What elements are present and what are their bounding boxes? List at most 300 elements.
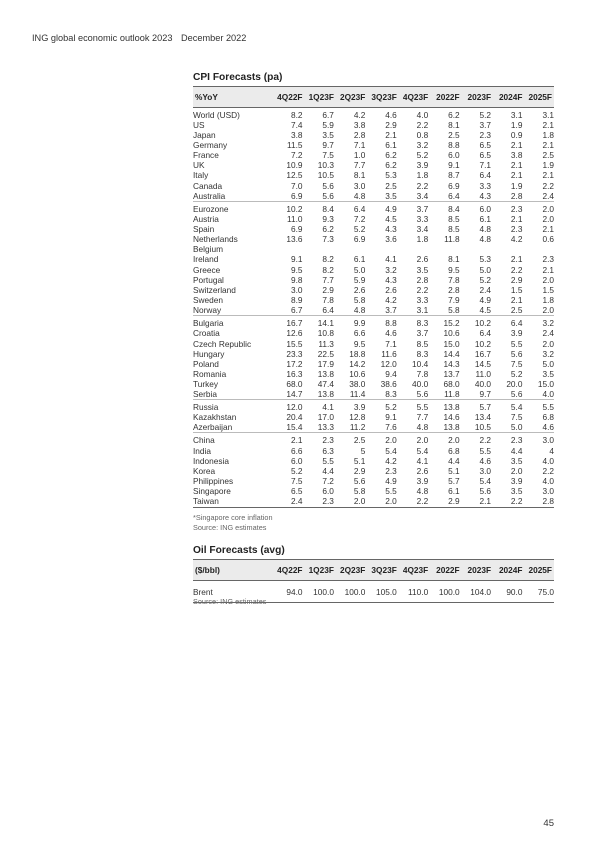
row-label: Singapore bbox=[193, 486, 231, 497]
table-cell: 2.1 bbox=[510, 170, 523, 181]
table-row bbox=[193, 496, 554, 508]
table-cell bbox=[334, 244, 365, 254]
table-cell: 7.4 bbox=[290, 119, 303, 130]
table-cell: 2.1 bbox=[510, 139, 523, 150]
table-cell: 9.5 bbox=[290, 264, 303, 275]
table-cell: 4.0 bbox=[542, 389, 554, 400]
cpi-table-title: CPI Forecasts (pa) bbox=[193, 72, 283, 83]
table-cell bbox=[365, 244, 396, 254]
table-cell bbox=[271, 244, 302, 254]
row-label: Kazakhstan bbox=[193, 412, 237, 423]
table-cell: 10.2 bbox=[460, 316, 491, 329]
table-cell: 2.4 bbox=[542, 190, 554, 201]
table-cell: 4.3 bbox=[385, 223, 397, 234]
row-label: Indonesia bbox=[193, 455, 229, 466]
table-cell: 12.0 bbox=[271, 400, 302, 413]
table-cell: 13.3 bbox=[317, 422, 334, 433]
row-label: Spain bbox=[193, 223, 215, 234]
table-cell: 2.8 bbox=[522, 496, 554, 508]
table-row bbox=[193, 422, 554, 433]
table-cell: 90.0 bbox=[491, 580, 522, 602]
table-cell: 18.8 bbox=[349, 348, 366, 359]
table-row bbox=[193, 140, 554, 150]
table-cell: 7.7 bbox=[322, 274, 334, 285]
table-cell: 5.2 bbox=[510, 369, 523, 380]
table-cell: 4.6 bbox=[542, 422, 554, 433]
table-cell: 5 bbox=[360, 445, 366, 456]
table-cell bbox=[522, 244, 554, 254]
table-cell: 4.1 bbox=[416, 455, 429, 466]
column-header: 2025F bbox=[528, 91, 552, 102]
table-cell: 110.0 bbox=[397, 580, 428, 602]
table-cell: 2.1 bbox=[510, 160, 523, 171]
table-cell: 6.2 bbox=[385, 150, 397, 161]
table-cell: 5.6 bbox=[479, 486, 492, 497]
table-cell: 3.1 bbox=[491, 107, 522, 120]
table-cell: 2.0 bbox=[365, 433, 396, 446]
table-cell: 3.8 bbox=[510, 150, 523, 161]
table-cell: 8.1 bbox=[448, 254, 460, 265]
table-cell: 8.5 bbox=[448, 223, 460, 234]
row-label: Eurozone bbox=[193, 201, 271, 214]
row-label: Japan bbox=[193, 129, 216, 140]
table-cell: 1.5 bbox=[542, 284, 554, 295]
table-row bbox=[193, 295, 554, 305]
table-cell: 7.9 bbox=[448, 295, 460, 306]
table-cell: 10.6 bbox=[349, 369, 366, 380]
table-cell: 5.3 bbox=[385, 170, 397, 181]
table-cell: 3.5 bbox=[416, 264, 429, 275]
table-cell: 14.3 bbox=[443, 358, 460, 369]
column-header: 2024F bbox=[498, 564, 523, 575]
table-cell: 23.3 bbox=[286, 348, 303, 359]
table-cell bbox=[303, 244, 334, 254]
row-label: Germany bbox=[193, 139, 228, 150]
table-cell: 15.4 bbox=[286, 422, 303, 433]
table-row bbox=[193, 224, 554, 234]
table-cell: 2.3 bbox=[491, 201, 522, 214]
table-cell: 15.0 bbox=[443, 338, 460, 349]
table-cell: 6.9 bbox=[290, 190, 303, 201]
row-label: France bbox=[193, 150, 219, 161]
table-cell: 5.5 bbox=[385, 486, 397, 497]
table-cell: 6.6 bbox=[353, 328, 366, 339]
table-row bbox=[193, 369, 554, 379]
table-cell: 4.3 bbox=[385, 274, 397, 285]
column-header: 3Q23F bbox=[371, 91, 397, 102]
table-cell: 2.0 bbox=[522, 201, 554, 214]
table-cell: 5.4 bbox=[385, 445, 397, 456]
table-cell: 2.3 bbox=[303, 433, 334, 446]
table-cell: 2.6 bbox=[385, 284, 397, 295]
table-cell: 14.1 bbox=[303, 316, 334, 329]
table-cell: 6.0 bbox=[322, 486, 334, 497]
table-cell: 12.6 bbox=[286, 328, 303, 339]
table-row bbox=[193, 130, 554, 140]
column-header: 4Q23F bbox=[402, 564, 429, 575]
document-date: December 2022 bbox=[181, 33, 247, 43]
table-cell: 2.1 bbox=[460, 496, 491, 508]
column-header: 1Q23F bbox=[308, 91, 334, 102]
table-cell: 7.5 bbox=[290, 476, 303, 487]
row-label: Belgium bbox=[193, 244, 223, 255]
table-cell: 8.5 bbox=[416, 338, 429, 349]
table-cell: 2.2 bbox=[416, 180, 429, 191]
table-cell: 2.6 bbox=[353, 284, 366, 295]
table-cell: 4.9 bbox=[479, 295, 492, 306]
table-cell: 6.8 bbox=[542, 412, 554, 423]
table-cell: 3.2 bbox=[416, 139, 429, 150]
table-cell bbox=[460, 244, 491, 254]
table-cell: 11.4 bbox=[349, 389, 366, 400]
row-label: Korea bbox=[193, 465, 216, 476]
table-cell: 10.8 bbox=[317, 328, 334, 339]
table-cell: 5.5 bbox=[322, 455, 334, 466]
table-cell: 2.3 bbox=[303, 496, 334, 508]
table-cell: 8.8 bbox=[365, 316, 396, 329]
table-cell: 7.7 bbox=[353, 160, 366, 171]
table-cell: 3.3 bbox=[416, 213, 429, 224]
table-cell: 16.3 bbox=[286, 369, 303, 380]
table-cell: 8.8 bbox=[448, 139, 460, 150]
table-cell: 10.5 bbox=[317, 170, 334, 181]
table-cell: 6.1 bbox=[385, 139, 397, 150]
table-cell: 2.2 bbox=[460, 433, 491, 446]
table-cell: 2.5 bbox=[510, 305, 523, 316]
table-cell: 2.1 bbox=[542, 170, 554, 181]
table-cell: 6.4 bbox=[322, 305, 334, 316]
table-cell: 14.6 bbox=[443, 412, 460, 423]
table-cell: 6.0 bbox=[448, 150, 460, 161]
table-cell: 9.9 bbox=[334, 316, 365, 329]
table-cell: 2.8 bbox=[353, 129, 366, 140]
column-header: 3Q23F bbox=[371, 564, 397, 575]
oil-source: Source: ING estimates bbox=[193, 597, 267, 606]
table-cell: 13.8 bbox=[428, 400, 459, 413]
column-header: 4Q22F bbox=[277, 91, 303, 102]
table-cell: 3.5 bbox=[510, 486, 523, 497]
table-cell: 1.8 bbox=[542, 295, 554, 306]
table-cell: 5.5 bbox=[522, 400, 554, 413]
table-cell: 10.6 bbox=[443, 328, 460, 339]
table-cell: 16.7 bbox=[474, 348, 492, 359]
table-cell: 2.6 bbox=[416, 254, 429, 265]
table-row bbox=[193, 349, 554, 359]
table-cell: 2.1 bbox=[542, 264, 554, 275]
column-header: 2Q23F bbox=[339, 564, 366, 575]
table-row bbox=[193, 379, 554, 389]
table-row bbox=[193, 120, 554, 130]
table-cell: 17.9 bbox=[317, 358, 334, 369]
table-row bbox=[193, 107, 554, 120]
table-cell: 3.1 bbox=[522, 107, 554, 120]
table-cell: 2.2 bbox=[416, 119, 429, 130]
table-cell: 3.4 bbox=[416, 223, 429, 234]
row-label: Turkey bbox=[193, 379, 219, 390]
cpi-forecast-table bbox=[193, 87, 554, 508]
table-cell: 1.0 bbox=[353, 150, 366, 161]
table-cell: 14.5 bbox=[474, 358, 492, 369]
table-cell: 2.3 bbox=[491, 433, 522, 446]
table-cell: 3.8 bbox=[353, 119, 366, 130]
table-cell: 5.0 bbox=[510, 422, 523, 433]
table-cell: 7.1 bbox=[353, 139, 366, 150]
table-cell: 2.1 bbox=[271, 433, 302, 446]
table-cell: 8.2 bbox=[271, 107, 302, 120]
table-cell: 3.5 bbox=[385, 190, 397, 201]
column-header: 2024F bbox=[498, 91, 523, 102]
table-cell: 3.9 bbox=[334, 400, 365, 413]
table-cell: 15.0 bbox=[537, 379, 554, 390]
table-cell: 2.4 bbox=[271, 496, 302, 508]
table-cell: 3.3 bbox=[479, 180, 492, 191]
table-cell: 13.8 bbox=[317, 389, 334, 400]
table-cell: 1.9 bbox=[542, 160, 554, 171]
table-cell: 2.2 bbox=[397, 496, 428, 508]
table-cell: 38.0 bbox=[349, 379, 366, 390]
column-header: 1Q23F bbox=[308, 564, 334, 575]
table-cell: 6.9 bbox=[290, 223, 303, 234]
table-cell: 3.9 bbox=[416, 476, 429, 487]
table-cell: 2.9 bbox=[428, 496, 459, 508]
table-cell: 2.1 bbox=[510, 295, 523, 306]
table-cell: 9.7 bbox=[322, 139, 334, 150]
table-cell: 6.1 bbox=[353, 254, 366, 265]
table-cell: 3.5 bbox=[542, 369, 554, 380]
table-cell: 13.6 bbox=[286, 234, 303, 245]
oil-table-title: Oil Forecasts (avg) bbox=[193, 545, 285, 556]
table-cell: 11.5 bbox=[286, 139, 303, 150]
row-label: Russia bbox=[193, 400, 271, 413]
table-cell: 7.2 bbox=[290, 150, 303, 161]
table-cell: 6.1 bbox=[479, 213, 492, 224]
table-cell: 4.6 bbox=[365, 107, 396, 120]
table-row bbox=[193, 328, 554, 338]
row-label: Norway bbox=[193, 305, 222, 316]
table-cell: 8.4 bbox=[428, 201, 459, 214]
table-row bbox=[193, 445, 554, 455]
table-cell: 8.4 bbox=[303, 201, 334, 214]
table-cell: 17.0 bbox=[317, 412, 334, 423]
table-row bbox=[193, 170, 554, 180]
table-cell: 5.9 bbox=[322, 119, 334, 130]
table-cell: 3.5 bbox=[322, 129, 334, 140]
row-label: Serbia bbox=[193, 389, 217, 400]
table-cell bbox=[397, 244, 428, 254]
table-row bbox=[193, 275, 554, 285]
table-cell: 5.2 bbox=[460, 107, 491, 120]
running-header bbox=[32, 33, 246, 43]
table-cell: 5.5 bbox=[510, 338, 523, 349]
table-cell: 3.7 bbox=[416, 328, 429, 339]
table-cell: 17.2 bbox=[286, 358, 303, 369]
table-cell: 4.8 bbox=[416, 422, 429, 433]
table-cell: 40.0 bbox=[474, 379, 492, 390]
table-cell: 2.9 bbox=[510, 274, 523, 285]
table-cell: 2.5 bbox=[542, 150, 554, 161]
table-cell: 5.7 bbox=[460, 400, 491, 413]
table-cell: 7.8 bbox=[416, 369, 429, 380]
table-cell: 14.4 bbox=[443, 348, 460, 359]
table-cell: 2.1 bbox=[510, 254, 523, 265]
table-cell: 8.1 bbox=[353, 170, 366, 181]
column-header: 4Q23F bbox=[402, 91, 429, 102]
table-cell: 2.0 bbox=[542, 213, 554, 224]
table-cell: 105.0 bbox=[365, 580, 396, 602]
table-cell: 2.1 bbox=[385, 129, 397, 140]
table-cell: 3.7 bbox=[385, 305, 397, 316]
table-cell: 2.9 bbox=[353, 465, 366, 476]
table-cell: 4.0 bbox=[397, 107, 428, 120]
table-cell: 6.5 bbox=[290, 486, 303, 497]
row-label: Switzerland bbox=[193, 284, 236, 295]
column-header: 2022F bbox=[436, 564, 460, 575]
row-label: Poland bbox=[193, 358, 219, 369]
oil-header-row bbox=[193, 560, 554, 580]
row-label: Bulgaria bbox=[193, 316, 271, 329]
table-cell: 3.0 bbox=[522, 433, 554, 446]
table-cell: 5.0 bbox=[353, 264, 366, 275]
row-label: Australia bbox=[193, 190, 226, 201]
table-row bbox=[193, 389, 554, 400]
table-cell: 5.2 bbox=[290, 465, 303, 476]
table-cell: 5.6 bbox=[510, 348, 523, 359]
table-cell: 7.7 bbox=[416, 412, 429, 423]
table-cell: 100.0 bbox=[303, 580, 334, 602]
page-number: 45 bbox=[543, 818, 554, 829]
table-cell: 3.0 bbox=[479, 465, 492, 476]
table-cell: 6.9 bbox=[353, 234, 366, 245]
table-cell: 7.8 bbox=[322, 295, 334, 306]
table-row bbox=[193, 201, 554, 214]
row-label: Greece bbox=[193, 264, 221, 275]
table-cell: 4.9 bbox=[365, 201, 396, 214]
table-row bbox=[193, 466, 554, 476]
table-cell: 5.2 bbox=[416, 150, 429, 161]
table-cell: 3.0 bbox=[290, 284, 303, 295]
row-label: UK bbox=[193, 160, 205, 171]
table-cell: 5.8 bbox=[353, 486, 366, 497]
table-row bbox=[193, 359, 554, 369]
table-cell: 4.5 bbox=[479, 305, 492, 316]
cpi-header-row bbox=[193, 87, 554, 107]
cpi-table-body bbox=[193, 107, 554, 508]
table-cell: 5.6 bbox=[510, 389, 523, 400]
table-cell: 4.8 bbox=[479, 223, 492, 234]
table-cell: 0.9 bbox=[510, 129, 523, 140]
cpi-source: Source: ING estimates bbox=[193, 523, 267, 532]
table-cell: 11.6 bbox=[381, 348, 397, 359]
table-cell: 4.4 bbox=[322, 465, 334, 476]
table-cell: 3.9 bbox=[510, 328, 523, 339]
table-cell: 68.0 bbox=[443, 379, 460, 390]
table-row bbox=[193, 433, 554, 446]
table-cell: 6.7 bbox=[290, 305, 303, 316]
row-label: Netherlands bbox=[193, 234, 238, 245]
table-cell: 6.4 bbox=[491, 316, 522, 329]
table-cell: 8.7 bbox=[448, 170, 460, 181]
table-cell: 2.0 bbox=[542, 338, 554, 349]
table-cell: 8.1 bbox=[448, 119, 460, 130]
table-row bbox=[193, 285, 554, 295]
table-cell: 1.9 bbox=[510, 119, 523, 130]
table-cell: 2.0 bbox=[428, 433, 459, 446]
table-cell: 100.0 bbox=[334, 580, 365, 602]
table-cell: 6.2 bbox=[428, 107, 459, 120]
table-cell: 4.2 bbox=[385, 295, 397, 306]
table-cell: 94.0 bbox=[271, 580, 302, 602]
table-cell: 10.2 bbox=[474, 338, 492, 349]
row-label: Croatia bbox=[193, 328, 220, 339]
table-row bbox=[193, 400, 554, 413]
table-cell: 15.2 bbox=[428, 316, 459, 329]
table-cell: 3.0 bbox=[542, 486, 554, 497]
document-title: ING global economic outlook 2023 bbox=[32, 33, 173, 43]
table-cell: 6.1 bbox=[448, 486, 460, 497]
table-cell: 2.8 bbox=[510, 190, 523, 201]
table-cell: 2.3 bbox=[385, 465, 397, 476]
table-cell: 2.8 bbox=[448, 284, 460, 295]
column-header: 4Q22F bbox=[277, 564, 303, 575]
table-cell: 2.0 bbox=[542, 305, 554, 316]
table-cell: 0.8 bbox=[416, 129, 429, 140]
table-cell: 10.2 bbox=[271, 201, 302, 214]
table-cell: 4.8 bbox=[353, 305, 366, 316]
row-label: Brent bbox=[193, 580, 271, 602]
table-cell: 1.8 bbox=[416, 234, 429, 245]
table-cell: 1.8 bbox=[416, 170, 429, 181]
table-cell: 11.8 bbox=[444, 234, 460, 245]
table-cell: 11.8 bbox=[444, 389, 460, 400]
row-label: Italy bbox=[193, 170, 209, 181]
table-row bbox=[193, 338, 554, 348]
table-cell: 8.9 bbox=[290, 295, 303, 306]
table-cell: 7.1 bbox=[479, 160, 492, 171]
table-cell: 4.8 bbox=[353, 190, 366, 201]
table-cell: 5.6 bbox=[322, 190, 334, 201]
table-cell: 5.4 bbox=[416, 445, 429, 456]
column-header: 2025F bbox=[528, 564, 552, 575]
table-cell: 3.2 bbox=[385, 264, 397, 275]
table-cell: 7.6 bbox=[385, 422, 397, 433]
table-cell: 10.3 bbox=[317, 160, 334, 171]
table-cell: 3.9 bbox=[416, 160, 429, 171]
table-cell: 5.8 bbox=[448, 305, 460, 316]
table-cell: 15.5 bbox=[286, 338, 303, 349]
table-row bbox=[193, 160, 554, 170]
table-cell: 4.2 bbox=[385, 455, 397, 466]
table-cell: 6.4 bbox=[334, 201, 365, 214]
table-row bbox=[193, 412, 554, 422]
column-header: 2023F bbox=[467, 91, 492, 102]
table-cell: 6.7 bbox=[303, 107, 334, 120]
table-cell: 14.7 bbox=[286, 389, 303, 400]
table-cell: 13.7 bbox=[443, 369, 460, 380]
table-cell: 14.2 bbox=[349, 358, 366, 369]
table-cell: 3.9 bbox=[510, 476, 523, 487]
table-cell: 12.5 bbox=[286, 170, 303, 181]
table-cell: 5.5 bbox=[479, 445, 492, 456]
table-cell: 3.7 bbox=[479, 119, 492, 130]
table-cell: 4.3 bbox=[479, 190, 492, 201]
table-cell: 5.5 bbox=[397, 400, 428, 413]
table-cell: 3.7 bbox=[397, 201, 428, 214]
table-row bbox=[193, 456, 554, 466]
table-cell: 7.8 bbox=[448, 274, 460, 285]
table-cell: 8.2 bbox=[322, 254, 334, 265]
row-label: Philippines bbox=[193, 476, 234, 487]
table-cell: 4.8 bbox=[479, 234, 492, 245]
